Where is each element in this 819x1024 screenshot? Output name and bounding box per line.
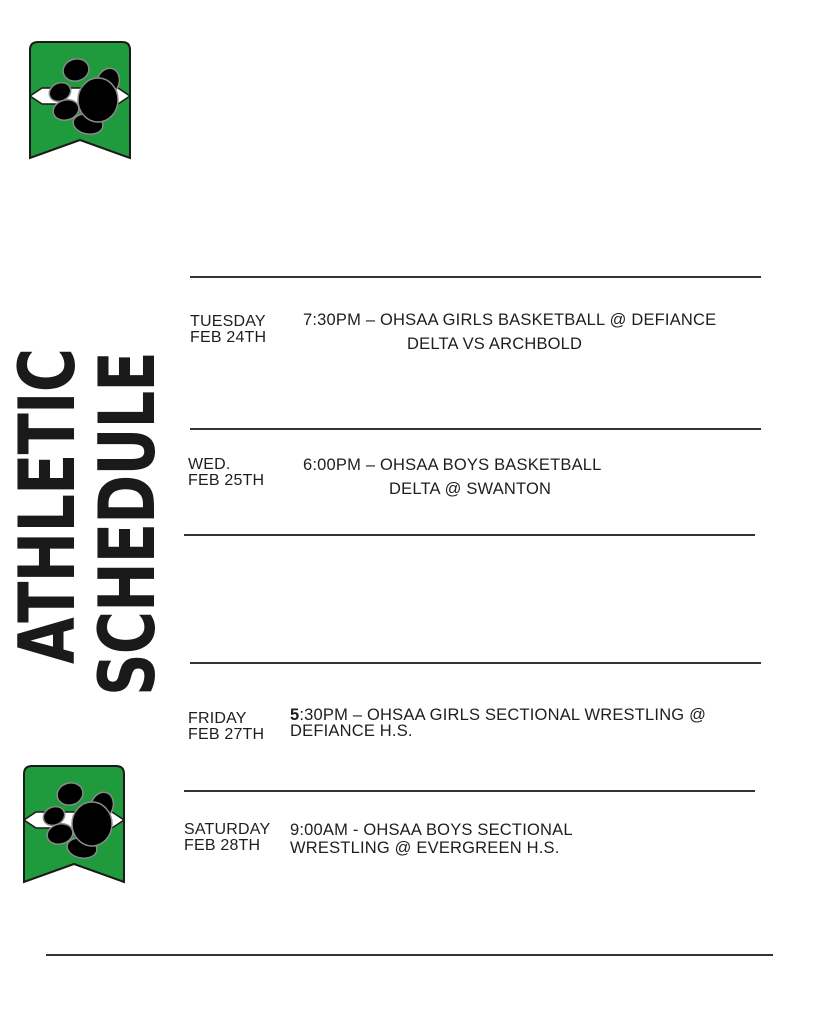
entry-event	[290, 707, 706, 723]
top-logo	[28, 40, 132, 162]
divider	[190, 662, 761, 664]
entry-event-hour: 5	[290, 706, 300, 724]
entry-matchup: DELTA @ SWANTON	[389, 480, 552, 498]
paw-print-logo-icon	[22, 764, 126, 886]
entry-day: FRIDAY	[188, 710, 247, 727]
entry-venue: DEFIANCE H.S.	[290, 722, 413, 740]
entry-venue: WRESTLING @ EVERGREEN H.S.	[290, 839, 560, 857]
entry-date: FEB 27TH	[188, 726, 265, 743]
entry-date: FEB 28TH	[184, 837, 261, 854]
entry-matchup: DELTA VS ARCHBOLD	[407, 335, 583, 353]
divider	[46, 954, 773, 956]
entry-event: 6:00PM – OHSAA BOYS BASKETBALL	[303, 456, 602, 474]
divider	[190, 428, 761, 430]
paw-print-logo-icon	[28, 40, 132, 162]
title-athletic: ATHLETIC	[1, 348, 93, 664]
entry-date: FEB 25TH	[188, 472, 265, 489]
entry-event-rest: :30PM – OHSAA GIRLS SECTIONAL WRESTLING @	[299, 706, 707, 724]
entry-event: 7:30PM – OHSAA GIRLS BASKETBALL @ DEFIANCE	[303, 311, 717, 329]
entry-day: SATURDAY	[184, 821, 271, 838]
bottom-logo	[22, 764, 126, 886]
title-schedule: SCHEDULE	[81, 352, 173, 696]
entry-event: 9:00AM - OHSAA BOYS SECTIONAL	[290, 821, 573, 839]
divider	[184, 790, 755, 792]
entry-day: TUESDAY	[190, 313, 266, 330]
entry-date: FEB 24TH	[190, 329, 267, 346]
divider	[190, 276, 761, 278]
divider	[184, 534, 755, 536]
entry-day: WED.	[188, 456, 231, 473]
